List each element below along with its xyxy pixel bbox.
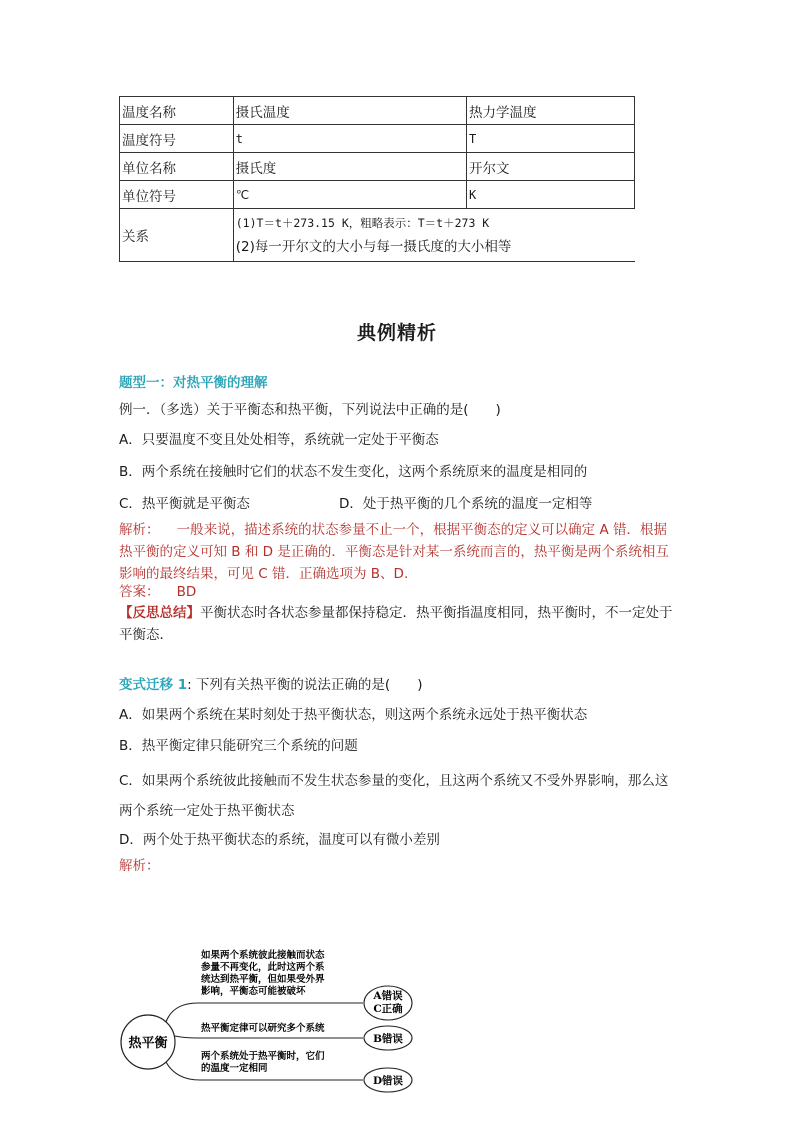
branch-line-2 — [175, 1036, 363, 1038]
celsius-cell: 摄氏度 — [233, 153, 466, 181]
celsius-cell: t — [233, 125, 466, 153]
branch3-text-1: 两个系统处于热平衡时，它们 — [201, 1051, 325, 1062]
result2-label: B错误 — [373, 1033, 403, 1045]
variant1-label: 变式迁移 1 — [119, 677, 188, 693]
branch1-text-1: 如果两个系统彼此接触而状态 — [201, 950, 325, 961]
relation-cell — [233, 209, 634, 262]
answer-value: BD — [176, 584, 197, 600]
center-label: 热平衡 — [128, 1036, 168, 1051]
kelvin-cell: 热力学温度 — [466, 97, 634, 125]
row-label: 单位名称 — [120, 153, 234, 181]
variant1-question: : 下列有关热平衡的说法正确的是( ) — [187, 677, 423, 693]
row-label: 单位符号 — [120, 181, 234, 209]
table-row — [120, 97, 635, 125]
analysis-text: 一般来说，描述系统的状态参量不止一个，根据平衡态的定义可以确定 A 错．根据热平衡的定义可知 B 和 D 是正确的．平衡态是针对某一系统而言的，热平衡是两个系统相互影响的最终结果，可见 C 错．正确选项为 B、D. — [119, 522, 669, 582]
kelvin-cell: 开尔文 — [466, 153, 634, 181]
analysis-label: 解析： — [119, 522, 160, 538]
table-row — [120, 125, 635, 153]
type1-question: 例一．（多选）关于平衡态和热平衡，下列说法中正确的是( ) — [119, 402, 501, 418]
reflection-text: 平衡状态时各状态参量都保持稳定．热平衡指温度相同，热平衡时，不一定处于平衡态． — [119, 605, 673, 643]
celsius-cell: 摄氏温度 — [233, 97, 466, 125]
variant1-option-a: A．如果两个系统在某时刻处于热平衡状态，则这两个系统永远处于热平衡状态 — [119, 707, 588, 723]
variant1-option-c: C．如果两个系统彼此接触而不发生状态参量的变化，且这两个系统又不受外界影响，那么这两个系统一定处于热平衡状态 — [119, 773, 669, 819]
section-title: 典例精析 — [356, 322, 437, 344]
relation-line-1: (1)T＝t＋273.15 K，粗略表示：T＝t＋273 K — [235, 216, 490, 230]
kelvin-cell: K — [466, 181, 634, 209]
type1-analysis — [119, 519, 679, 585]
variant1-option-d: D．两个处于热平衡状态的系统，温度可以有微小差别 — [119, 832, 440, 848]
type1-answer — [119, 582, 196, 602]
type1-option-c: C．热平衡就是平衡态 — [119, 496, 250, 512]
type1-heading: 题型一：对热平衡的理解 — [119, 375, 268, 391]
celsius-cell: ℃ — [233, 181, 466, 209]
row-label: 温度符号 — [120, 125, 234, 153]
result1-line-1: A错误 — [373, 990, 403, 1002]
relation-line-2: (2)每一开尔文的大小与每一摄氏度的大小相等 — [235, 239, 512, 255]
variant1-analysis-label: 解析： — [119, 858, 160, 874]
branch3-text-2: 的温度一定相同 — [201, 1063, 268, 1074]
branch1-text-3: 统达到热平衡，但如果受外界 — [201, 974, 325, 985]
branch1-text-4: 影响，平衡态可能被破坏 — [201, 986, 306, 997]
variant1-option-b: B．热平衡定律只能研究三个系统的问题 — [119, 738, 358, 754]
result3-label: D错误 — [372, 1075, 404, 1087]
heat-balance-diagram — [118, 940, 428, 1100]
type1-reflection — [119, 602, 679, 646]
type1-option-a: A．只要温度不变且处处相等，系统就一定处于平衡态 — [119, 432, 439, 448]
answer-label: 答案： — [119, 584, 160, 600]
table-row — [120, 153, 635, 181]
table-row — [120, 181, 635, 209]
row-label: 关系 — [120, 209, 234, 262]
table-row-relation — [120, 209, 635, 262]
variant1-heading — [119, 675, 422, 695]
branch1-text-2: 参量不再变化，此时这两个系 — [201, 962, 325, 973]
branch-line-1 — [166, 1003, 363, 1022]
type1-option-d: D．处于热平衡的几个系统的温度一定相等 — [339, 496, 593, 512]
reflection-label: 【反思总结】 — [119, 605, 200, 621]
branch2-text: 热平衡定律可以研究多个系统 — [201, 1023, 325, 1034]
type1-option-b: B．两个系统在接触时它们的状态不发生变化，这两个系统原来的温度是相同的 — [119, 464, 588, 480]
kelvin-cell: T — [466, 125, 634, 153]
result1-line-2: C正确 — [373, 1003, 403, 1015]
row-label: 温度名称 — [120, 97, 234, 125]
temperature-table — [119, 96, 635, 262]
